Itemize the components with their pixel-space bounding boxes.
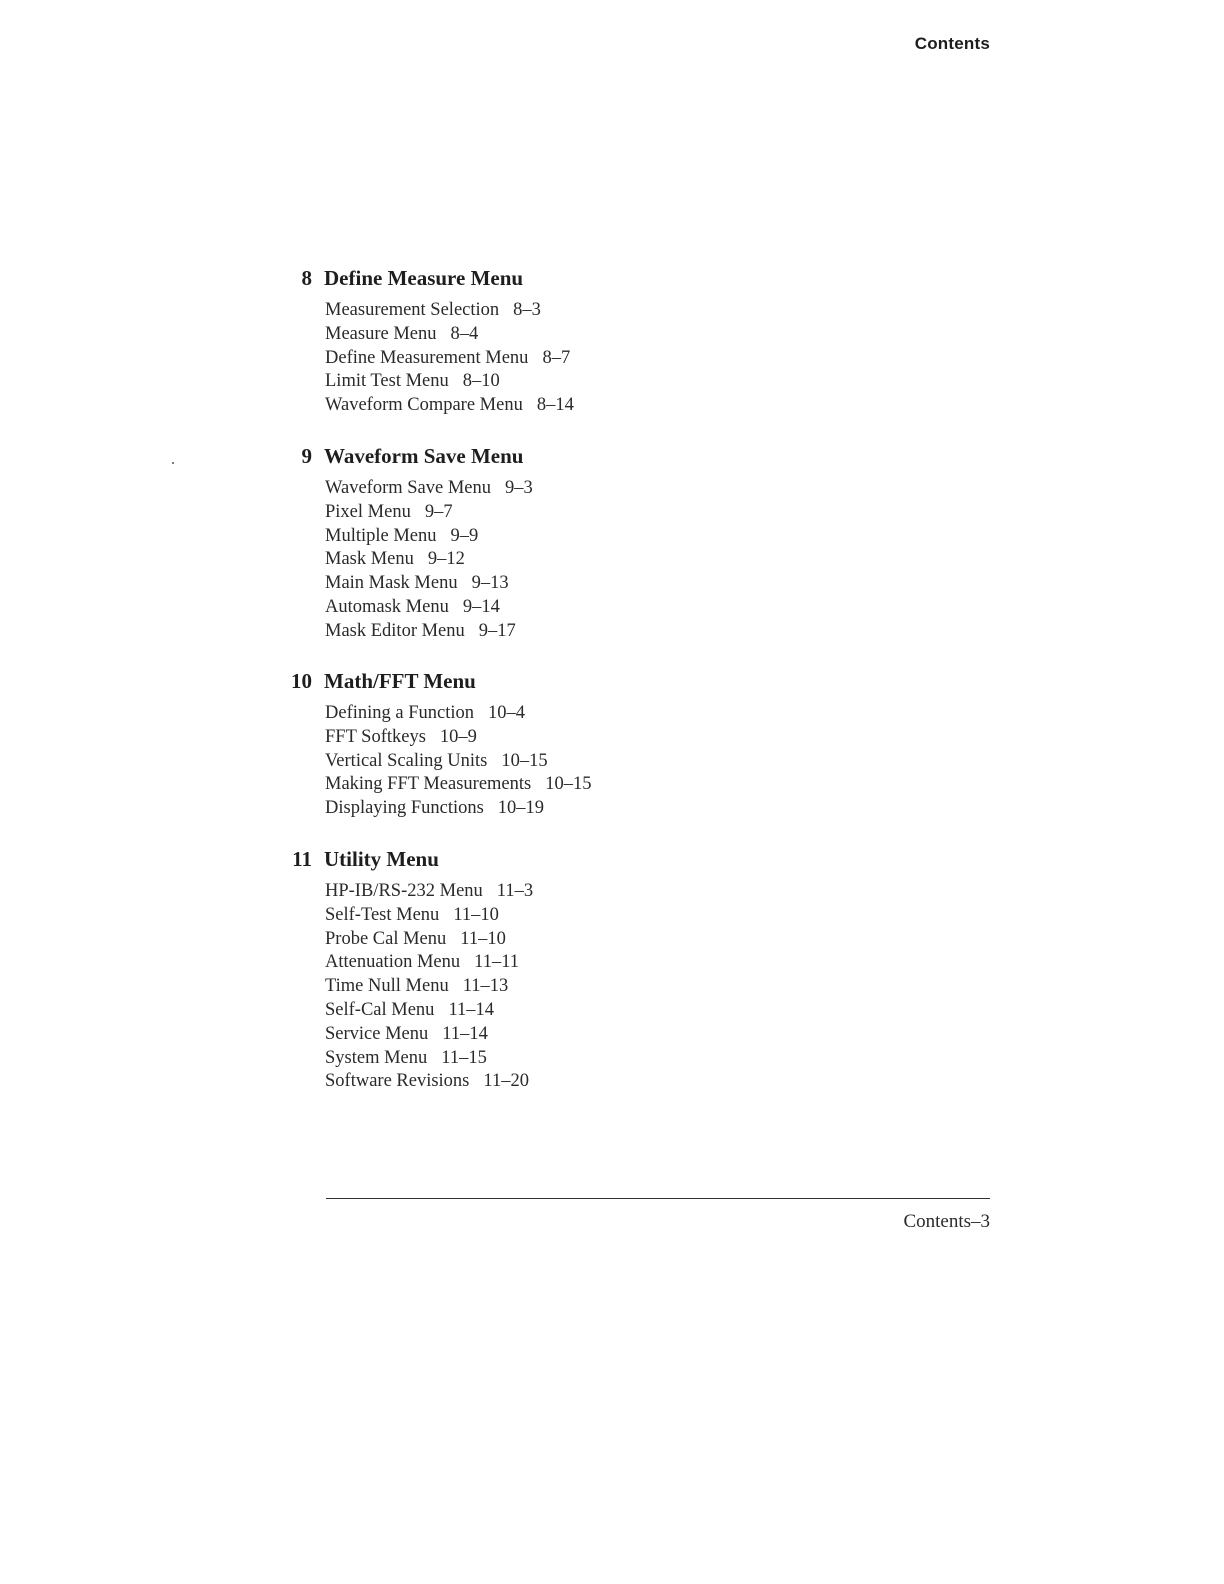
toc-entry[interactable] <box>325 620 780 644</box>
toc-entry[interactable] <box>325 750 780 774</box>
toc-entry[interactable] <box>325 323 780 347</box>
toc-entry[interactable] <box>325 1070 780 1094</box>
entry-page: 9–3 <box>505 478 533 498</box>
chapter-8 <box>260 263 780 418</box>
toc-entry[interactable] <box>325 394 780 418</box>
chapter-number: 10 <box>291 669 312 693</box>
entry-page: 9–14 <box>462 596 500 617</box>
chapter-number: 8 <box>301 266 312 290</box>
toc-entry[interactable] <box>325 1047 780 1071</box>
entry-page: 11–13 <box>462 976 509 997</box>
entry-label: Define Measurement Menu <box>325 347 529 368</box>
chapter-title[interactable]: Waveform Save Menu <box>324 444 524 468</box>
toc-entry[interactable] <box>325 773 780 797</box>
chapter-heading <box>260 844 780 874</box>
toc-entry[interactable] <box>325 999 780 1023</box>
entry-page: 8–14 <box>536 395 574 416</box>
entry-label: Waveform Save Menu <box>325 478 491 498</box>
toc-entry[interactable] <box>325 525 780 549</box>
entry-label: Automask Menu <box>325 596 449 617</box>
entry-page: 9–12 <box>427 549 465 570</box>
entry-label: Limit Test Menu <box>325 371 449 392</box>
toc-entry[interactable] <box>325 880 780 904</box>
entry-page: 9–17 <box>478 620 516 641</box>
entry-label: Measure Menu <box>325 323 437 344</box>
entry-page: 10–4 <box>488 703 526 723</box>
toc-entry[interactable] <box>325 572 780 596</box>
running-head: Contents <box>914 34 990 53</box>
chapter-heading <box>260 441 780 471</box>
footer-page-number: Contents–3 <box>903 1211 990 1232</box>
entry-label: Vertical Scaling Units <box>325 750 488 771</box>
entry-label: Measurement Selection <box>325 300 500 320</box>
entry-label: Displaying Functions <box>325 798 484 819</box>
entry-page: 11–10 <box>460 928 506 949</box>
chapter-number: 9 <box>301 444 312 468</box>
chapter-11 <box>260 844 780 1094</box>
entry-page: 8–4 <box>450 323 479 344</box>
chapter-10 <box>260 666 780 821</box>
entry-page: 11–10 <box>453 904 499 925</box>
entry-page: 10–15 <box>545 774 592 795</box>
toc-entry-list <box>260 477 780 644</box>
toc-entry[interactable] <box>325 928 780 952</box>
toc-entry[interactable] <box>325 726 780 750</box>
entry-label: Self-Cal Menu <box>325 999 435 1020</box>
chapter-heading <box>260 263 780 293</box>
entry-label: Multiple Menu <box>325 525 437 546</box>
entry-label: Mask Menu <box>325 549 414 570</box>
chapter-number: 11 <box>292 847 312 871</box>
entry-label: Mask Editor Menu <box>325 620 465 641</box>
chapter-heading <box>260 666 780 696</box>
scan-speck <box>172 462 174 464</box>
entry-page: 11–15 <box>441 1047 487 1068</box>
entry-label: HP-IB/RS-232 Menu <box>325 881 483 901</box>
toc-entry[interactable] <box>325 347 780 371</box>
toc-entry-list <box>260 880 780 1094</box>
entry-label: Making FFT Measurements <box>325 774 532 795</box>
chapter-title[interactable]: Define Measure Menu <box>324 266 524 290</box>
toc-entry[interactable] <box>325 548 780 572</box>
toc-entry[interactable] <box>325 702 780 726</box>
chapter-9 <box>260 441 780 644</box>
entry-page: 11–14 <box>442 1023 488 1044</box>
entry-label: Software Revisions <box>325 1071 470 1092</box>
chapter-title[interactable]: Math/FFT Menu <box>324 669 476 693</box>
toc-entry[interactable] <box>325 904 780 928</box>
entry-label: Waveform Compare Menu <box>325 395 523 416</box>
entry-label: Service Menu <box>325 1023 429 1044</box>
entry-page: 9–7 <box>424 501 453 522</box>
toc-entry[interactable] <box>325 975 780 999</box>
entry-label: Pixel Menu <box>325 501 411 522</box>
entry-page: 10–19 <box>497 798 545 819</box>
toc-entry-list <box>260 702 780 821</box>
footer-rule <box>326 1198 990 1199</box>
entry-page: 11–3 <box>496 881 534 901</box>
entry-label: Main Mask Menu <box>325 573 458 594</box>
entry-page: 11–14 <box>448 999 495 1020</box>
entry-page: 8–3 <box>513 300 541 320</box>
entry-page: 9–9 <box>450 525 479 546</box>
entry-page: 9–13 <box>471 573 509 594</box>
entry-page: 11–11 <box>474 952 520 973</box>
toc-entry[interactable] <box>325 951 780 975</box>
toc-entry[interactable] <box>325 370 780 394</box>
toc-entry[interactable] <box>325 1023 780 1047</box>
entry-label: FFT Softkeys <box>325 726 426 747</box>
toc-entry-list <box>260 299 780 418</box>
entry-label: Attenuation Menu <box>325 952 461 973</box>
entry-page: 10–9 <box>439 726 477 747</box>
chapter-title[interactable]: Utility Menu <box>324 847 439 871</box>
entry-label: Defining a Function <box>325 703 475 723</box>
entry-page: 8–7 <box>542 347 571 368</box>
toc-entry[interactable] <box>325 299 780 323</box>
toc-entry[interactable] <box>325 797 780 821</box>
entry-page: 8–10 <box>462 371 500 392</box>
entry-label: Self-Test Menu <box>325 904 440 925</box>
entry-page: 10–15 <box>501 750 548 771</box>
entry-page: 11–20 <box>483 1071 529 1092</box>
toc-entry[interactable] <box>325 596 780 620</box>
entry-label: System Menu <box>325 1047 428 1068</box>
entry-label: Probe Cal Menu <box>325 928 447 949</box>
toc-entry[interactable] <box>325 501 780 525</box>
entry-label: Time Null Menu <box>325 976 449 997</box>
toc-entry[interactable] <box>325 477 780 501</box>
